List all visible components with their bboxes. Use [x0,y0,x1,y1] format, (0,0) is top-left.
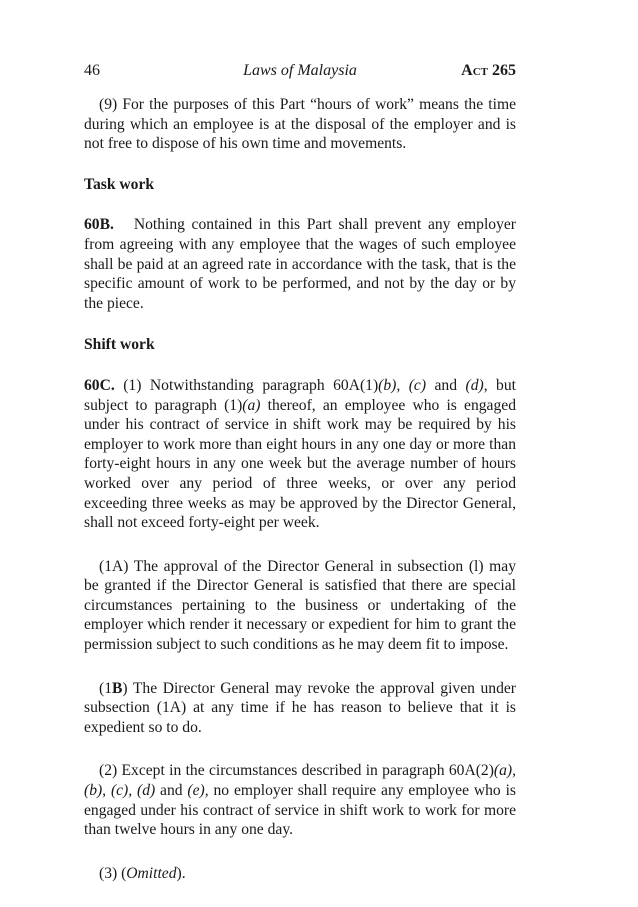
heading-task-work: Task work [84,175,155,193]
subsection-60c-3: (3) (Omitted). [99,864,186,882]
running-title: Laws of Malaysia [243,62,357,79]
heading-shift-work: Shift work [84,336,155,354]
page-header [84,62,516,84]
act-label: ct [472,62,488,79]
page-body [84,95,516,883]
act-reference [461,62,516,80]
page-number: 46 [84,62,100,79]
act-number: 265 [492,62,516,79]
subsection-60a-9: (9) For the purposes of this Part “hours of work” means the time during which an employee is at the disposal of the employer and is not free to dispose of his own time and movements. [84,96,516,153]
subsection-60c-1a: (1A) The approval of the Director General in subsection (l) may be granted if the Director General is satisfied that there are special circumstances pertaining to the business or undertaking of the employer which render it necessary or expedient for him to grant the permission subject to such conditions as he may deem fit to impose. [84,557,516,654]
section-60b-text: Nothing contained in this Part shall prevent any employer from agreeing with any employee that the wages of such employee shall be paid at an agreed rate in accordance with the task, that is the specific amount of work to be performed, and not by the day or by the piece. [84,216,516,312]
section-number-60c: 60C. [84,376,115,394]
act-prefix: A [461,62,473,79]
section-number-60b: 60B. [84,216,114,234]
subsection-60c-2: (2) Except in the circumstances described in paragraph 60A(2)(a), (b), (c), (d) and (e), no employer shall require any employee who is engaged under his contract of service in shift work to work for more than twelve hours in any one day. [84,762,516,839]
section-60b [84,215,516,313]
section-60c-1: 60C. (1) Notwithstanding paragraph 60A(1)(b), (c) and (d), but subject to paragraph (1)(a) thereof, an employee who is engaged under his contract of service in shift work may be required by his employer to work more than eight hours in any one day or more than forty-eight hours in any one week but the average number of hours worked over any period of three weeks, or over any period exceeding three weeks as may be approved by the Director General, shall not exceed forty-eight per week. [84,376,516,532]
subsection-60c-1b: (1B) The Director General may revoke the approval given under subsection (1A) at any time if he has reason to believe that it is expedient so to do. [84,679,516,736]
